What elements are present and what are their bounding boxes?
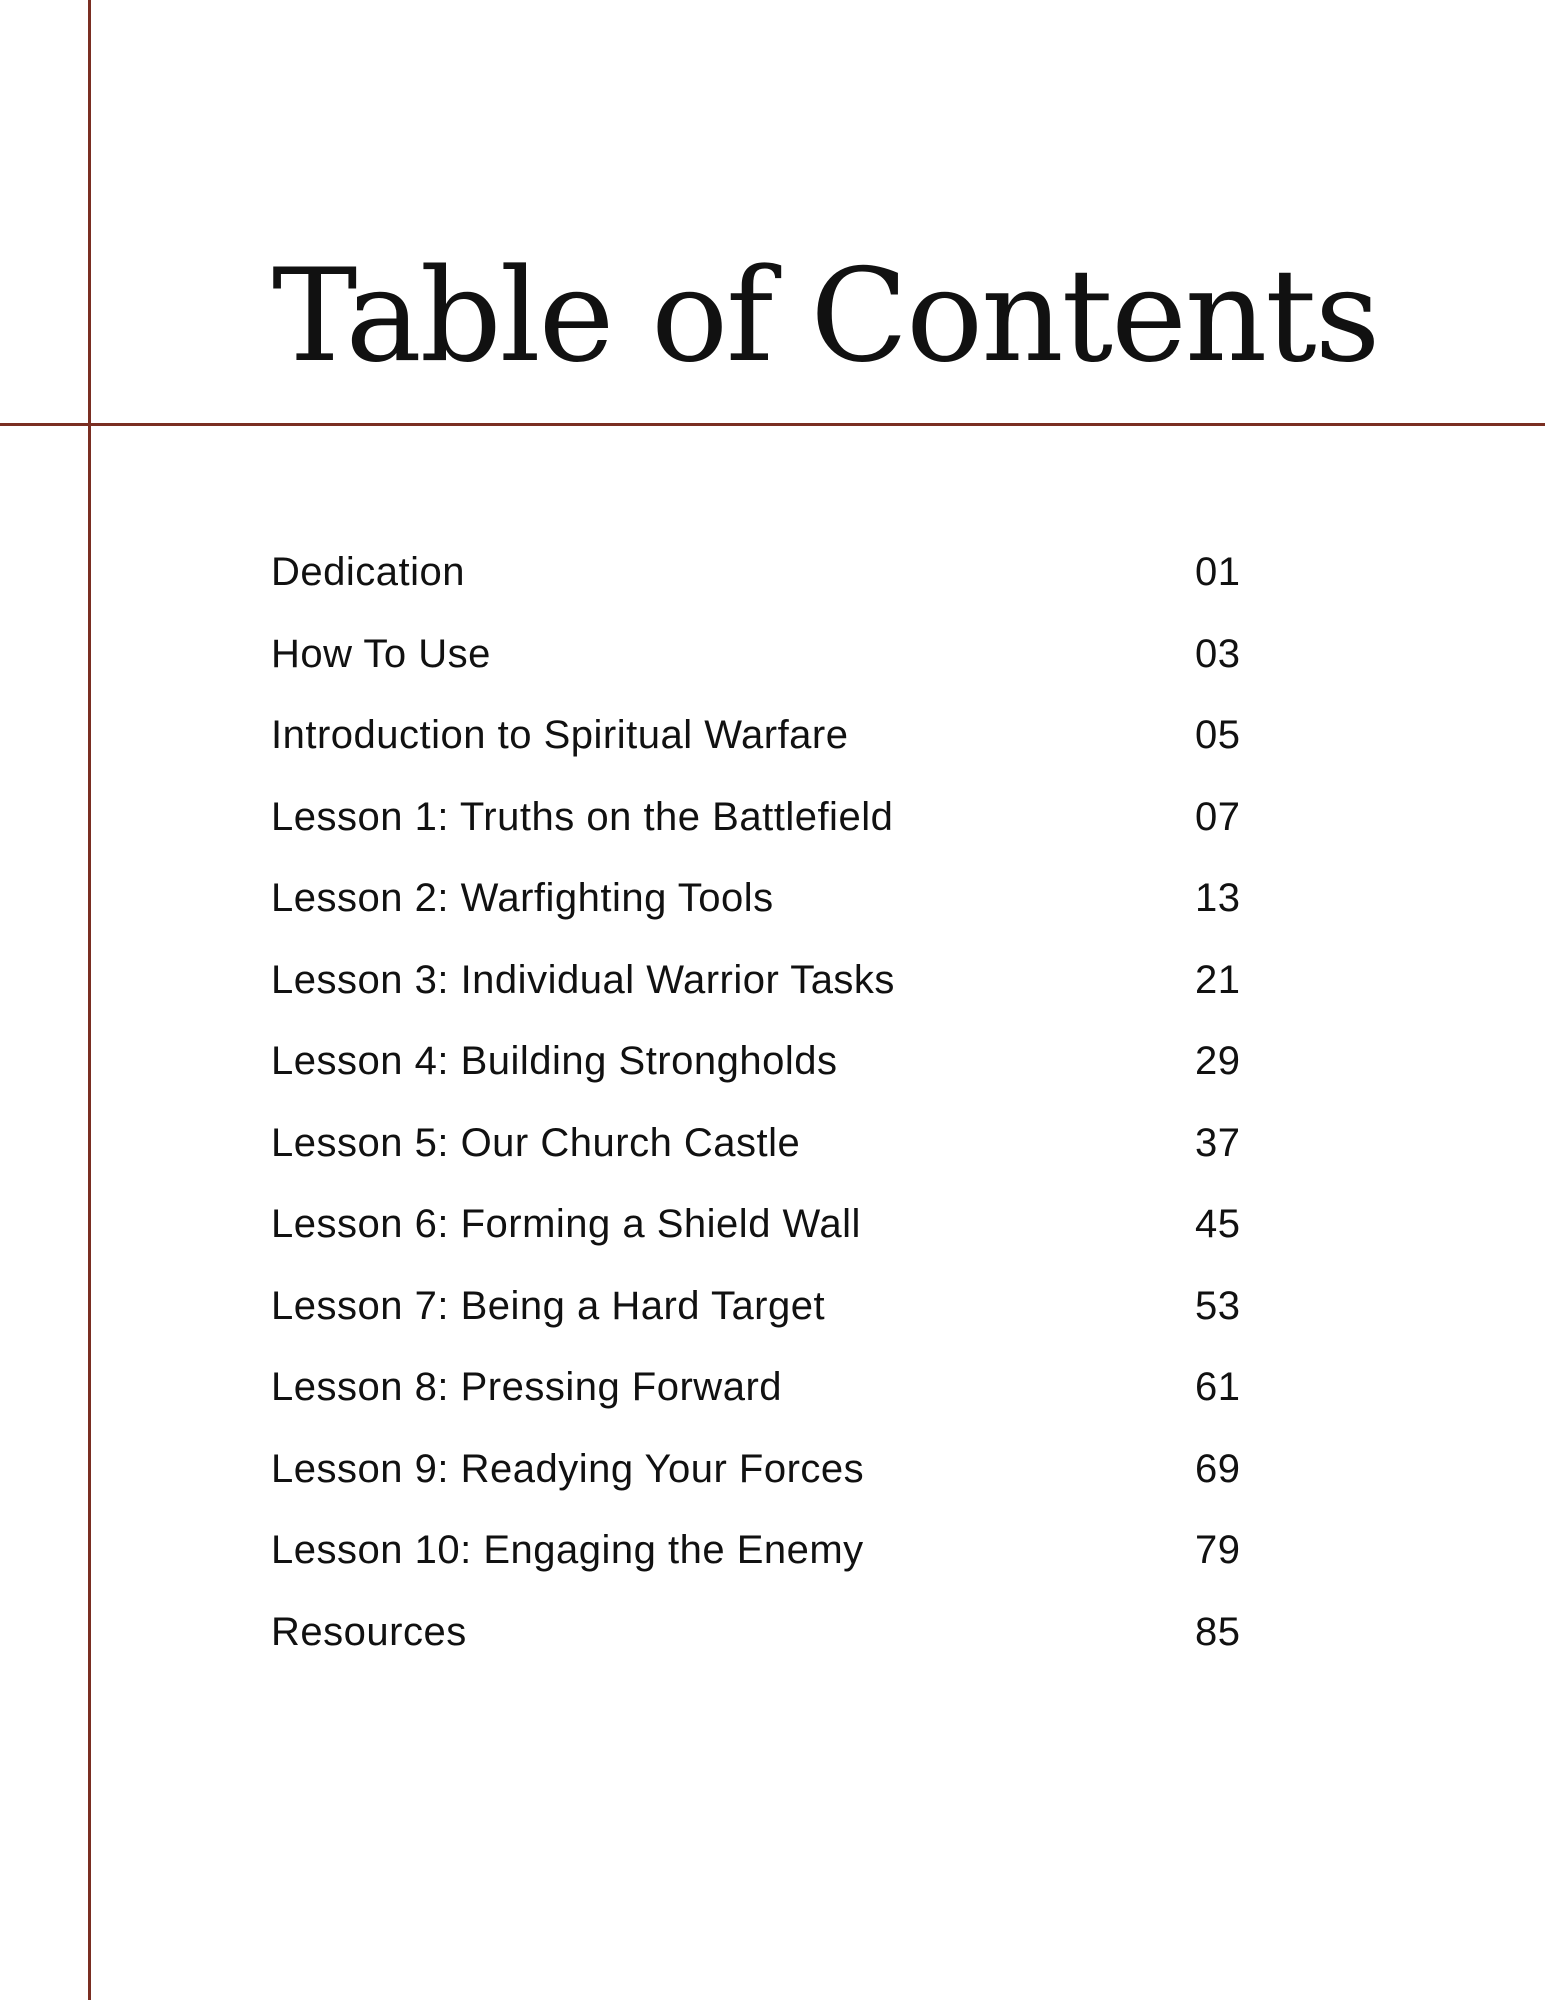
toc-entry-page-number: 79 [1195,1528,1241,1572]
toc-entry-lesson-10 [271,1518,1271,1600]
toc-entry-label: Lesson 8: Pressing Forward [271,1365,783,1409]
toc-entry-page-number: 69 [1195,1446,1241,1491]
toc-entry-page-number: 61 [1195,1365,1241,1409]
horizontal-rule [0,423,1545,426]
toc-entry-how-to-use [271,622,1271,704]
toc-entry-label: Lesson 9: Readying Your Forces [271,1446,865,1491]
toc-entry-label: Lesson 3: Individual Warrior Tasks [271,957,895,1002]
toc-entry-page-number: 85 [1195,1609,1241,1654]
toc-entry-label: How To Use [271,631,491,676]
toc-entry-lesson-2 [271,866,1271,948]
page-title: Table of Contents [272,242,1379,391]
vertical-rule [88,0,91,2000]
toc-entry-page-number: 53 [1195,1283,1241,1328]
toc-entry-lesson-3 [271,948,1271,1030]
toc-entry-page-number: 07 [1195,794,1241,839]
toc-entry-label: Lesson 5: Our Church Castle [271,1120,801,1165]
toc-entry-page-number: 21 [1195,957,1241,1002]
toc-entry-dedication [271,540,1271,622]
toc-entry-page-number: 03 [1195,631,1241,676]
toc-entry-label: Lesson 1: Truths on the Battlefield [271,794,894,839]
toc-entry-resources [271,1600,1271,1682]
toc-entry-page-number: 29 [1195,1039,1241,1083]
toc-entry-page-number: 05 [1195,713,1241,757]
table-of-contents [271,540,1271,1681]
toc-entry-label: Lesson 6: Forming a Shield Wall [271,1202,861,1246]
toc-entry-label: Dedication [271,550,466,594]
toc-entry-label: Resources [271,1609,467,1654]
toc-entry-label: Lesson 2: Warfighting Tools [271,876,774,920]
toc-entry-lesson-6 [271,1192,1271,1274]
toc-entry-label: Introduction to Spiritual Warfare [271,713,849,757]
toc-entry-lesson-7 [271,1274,1271,1356]
toc-entry-page-number: 01 [1195,550,1241,594]
toc-entry-label: Lesson 4: Building Strongholds [271,1039,838,1083]
toc-entry-lesson-9 [271,1437,1271,1519]
toc-entry-lesson-5 [271,1111,1271,1193]
toc-entry-introduction [271,703,1271,785]
toc-entry-label: Lesson 10: Engaging the Enemy [271,1528,864,1572]
toc-entry-lesson-4 [271,1029,1271,1111]
toc-entry-page-number: 13 [1195,876,1241,920]
toc-entry-label: Lesson 7: Being a Hard Target [271,1283,826,1328]
toc-entry-page-number: 37 [1195,1120,1241,1165]
toc-entry-lesson-1 [271,785,1271,867]
toc-entry-page-number: 45 [1195,1202,1241,1246]
toc-entry-lesson-8 [271,1355,1271,1437]
